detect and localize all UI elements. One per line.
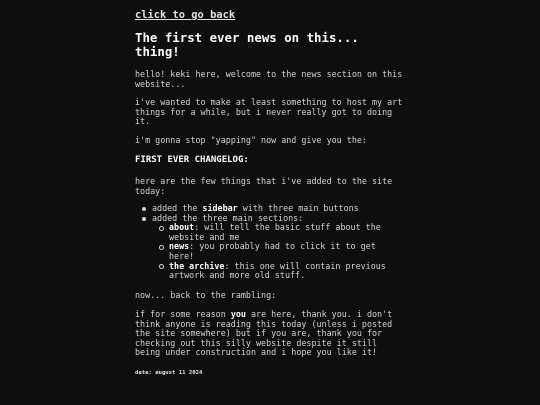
item-sidebar-bold: sidebar xyxy=(202,203,238,213)
motivation-paragraph: i've wanted to make at least something to host my art things for a while, but i never really got to doing it. xyxy=(135,97,403,127)
back-link[interactable]: click to go back xyxy=(135,9,236,21)
sublist-item-news xyxy=(169,242,405,261)
closing-bold: you xyxy=(230,309,246,319)
closing-suffix: are here, thank you. i don't think anyone is reading this today (unless i posted the site somewhere) but if you are, thank you for checking out this silly website despite it still being under construction and i hope you like it! xyxy=(135,309,393,358)
post-title: The first ever news on this... thing! xyxy=(135,30,359,59)
rambling-paragraph: now... back to the rambling: xyxy=(135,290,277,300)
post-date: date: august 11 2024 xyxy=(135,370,203,376)
item-suffix: with three main buttons xyxy=(237,203,359,213)
sections-sublist xyxy=(152,223,405,281)
changelog-intro: here are the few things that i've added to the site today: xyxy=(135,176,393,196)
closing-paragraph xyxy=(135,310,405,358)
sublist-item-about xyxy=(169,223,405,242)
item-prefix: added the xyxy=(152,203,203,213)
changelog-heading: FIRST EVER CHANGELOG: xyxy=(135,155,249,165)
closing-prefix: if for some reason xyxy=(135,309,231,319)
archive-text: : this one will contain previous artwork and more old stuff. xyxy=(169,260,386,281)
news-bold: news xyxy=(169,241,190,252)
item-sections-text: added the three main sections: xyxy=(152,212,304,223)
archive-bold: the archive xyxy=(169,260,225,271)
intro-paragraph: hello! keki here, welcome to the news section on this website... xyxy=(135,69,403,89)
news-text: : you probably had to click it to get here! xyxy=(169,241,376,261)
sublist-item-archive xyxy=(169,262,405,281)
yapping-paragraph: i'm gonna stop "yapping" now and give you the: xyxy=(135,135,367,145)
changelog-list xyxy=(135,204,405,281)
list-item-sections xyxy=(152,214,405,281)
about-text: : will tell the basic stuff about the website and me xyxy=(169,222,381,242)
about-bold: about xyxy=(169,222,195,233)
